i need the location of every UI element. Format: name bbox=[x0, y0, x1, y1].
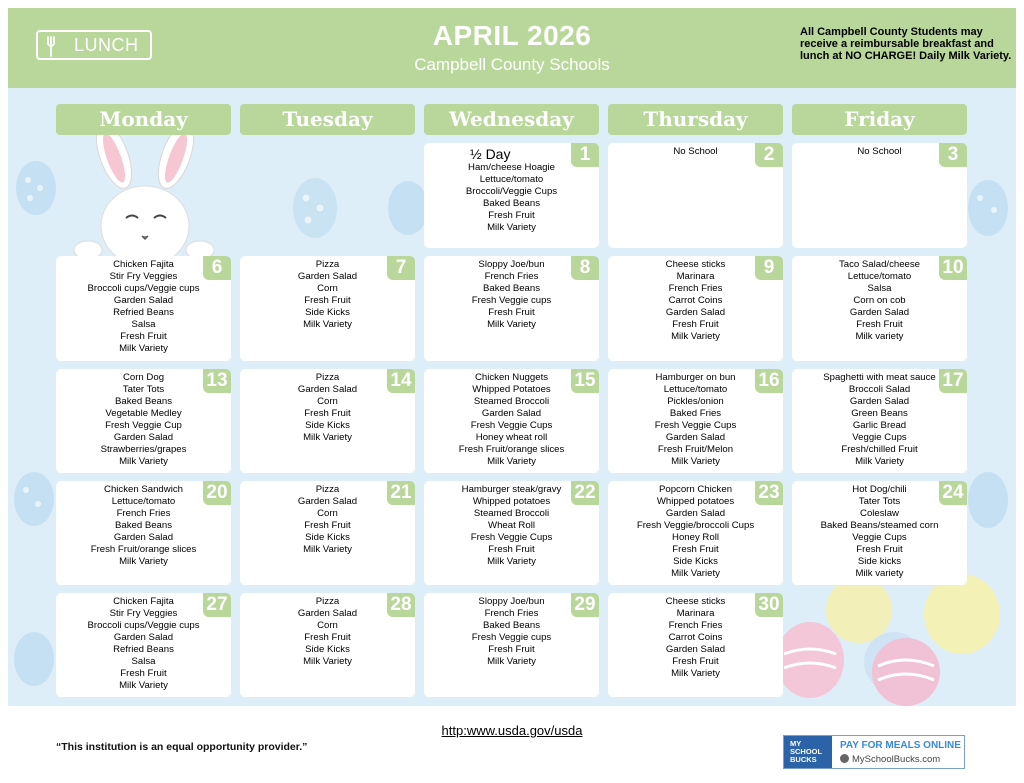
day-number: 17 bbox=[939, 369, 967, 393]
menu-item: Baked Beans bbox=[114, 520, 173, 531]
menu-item: Garden Salad bbox=[113, 632, 174, 643]
menu-item: Fresh Veggie cups bbox=[471, 632, 552, 643]
menu-item: Side Kicks bbox=[673, 556, 718, 567]
menu-item: Pickles/onion bbox=[667, 396, 724, 407]
menu-item: French Fries bbox=[484, 271, 539, 282]
menu-item: Milk variety bbox=[855, 331, 904, 342]
menu-item: Milk Variety bbox=[119, 456, 168, 467]
menu-item: Fresh Veggie Cup bbox=[105, 420, 182, 431]
day-number: 28 bbox=[387, 593, 415, 617]
menu-item: Carrot Coins bbox=[668, 295, 723, 306]
menu-item: Corn bbox=[317, 396, 338, 407]
menu-item: Side Kicks bbox=[305, 420, 350, 431]
menu-item: Steamed Broccoli bbox=[473, 396, 550, 407]
menu-item: Fresh Fruit bbox=[488, 307, 535, 318]
menu-item: Milk Variety bbox=[487, 556, 536, 567]
menu-item: Garden Salad bbox=[113, 295, 174, 306]
menu-item: Garlic Bread bbox=[852, 420, 907, 431]
menu-item: Fresh Fruit bbox=[304, 520, 351, 531]
menu-item: Fresh Fruit/orange slices bbox=[458, 444, 565, 455]
menu-item: Milk Variety bbox=[303, 432, 352, 443]
menu-item: Sloppy Joe/bun bbox=[478, 596, 545, 607]
menu-item: Hamburger steak/gravy bbox=[461, 484, 562, 495]
menu-item: Fresh Fruit bbox=[856, 319, 903, 330]
calendar-day bbox=[608, 369, 783, 473]
day-number: 9 bbox=[755, 256, 783, 280]
menu-item: Garden Salad bbox=[113, 532, 174, 543]
menu-item: Garden Salad bbox=[297, 384, 358, 395]
page-subtitle: Campbell County Schools bbox=[414, 55, 610, 74]
menu-item: Fresh Fruit bbox=[488, 644, 535, 655]
day-number: 1 bbox=[571, 143, 599, 167]
menu-item: Salsa bbox=[867, 283, 892, 294]
menu-item: Milk Variety bbox=[119, 556, 168, 567]
menu-item: French Fries bbox=[668, 620, 723, 631]
pay-online-label: PAY FOR MEALS ONLINE bbox=[840, 740, 961, 751]
menu-item: No School bbox=[857, 146, 902, 157]
menu-item: Lettuce/tomato bbox=[111, 496, 176, 507]
menu-item: Lettuce/tomato bbox=[847, 271, 912, 282]
menu-item: Honey Roll bbox=[672, 532, 719, 543]
menu-item: Wheat Roll bbox=[488, 520, 535, 531]
menu-item: Milk Variety bbox=[671, 331, 720, 342]
menu-item: Milk Variety bbox=[671, 568, 720, 579]
menu-item: Baked Beans bbox=[482, 283, 541, 294]
day-number: 10 bbox=[939, 256, 967, 280]
menu-item: Whipped potatoes bbox=[656, 496, 735, 507]
menu-item: Garden Salad bbox=[297, 608, 358, 619]
egg-decoration bbox=[966, 176, 1010, 238]
calendar-day bbox=[240, 369, 415, 473]
calendar-day bbox=[424, 256, 599, 361]
menu-item: Milk variety bbox=[855, 568, 904, 579]
menu-item: Vegetable Medley bbox=[105, 408, 182, 419]
menu-item: Sloppy Joe/bun bbox=[478, 259, 545, 270]
menu-item: Refried Beans bbox=[113, 644, 174, 655]
menu-item: No School bbox=[673, 146, 718, 157]
menu-item: Fresh Veggie cups bbox=[471, 295, 552, 306]
menu-item: Milk Variety bbox=[487, 456, 536, 467]
calendar-day bbox=[608, 481, 783, 585]
menu-item: Strawberries/grapes bbox=[100, 444, 187, 455]
menu-item: Broccoli cups/Veggie cups bbox=[87, 283, 200, 294]
menu-item: Corn bbox=[317, 283, 338, 294]
no-charge-note: All Campbell County Students may receive a reimbursable breakfast and lunch at NO CHARGE! Daily Milk Variety. bbox=[800, 26, 1012, 62]
menu-item: Fresh Fruit bbox=[120, 331, 167, 342]
menu-item: Fresh/chilled Fruit bbox=[841, 444, 918, 455]
calendar-day bbox=[56, 256, 231, 361]
menu-item: Side Kicks bbox=[305, 307, 350, 318]
menu-item: Cheese sticks bbox=[665, 596, 726, 607]
menu-item: Milk Variety bbox=[487, 319, 536, 330]
link-icon bbox=[840, 754, 849, 763]
menu-item: Fresh Fruit bbox=[120, 668, 167, 679]
menu-item: Broccoli Salad bbox=[848, 384, 911, 395]
menu-item: Baked Beans bbox=[482, 198, 541, 209]
menu-item: Salsa bbox=[131, 656, 156, 667]
menu-item: Side Kicks bbox=[305, 644, 350, 655]
day-header-thursday: Thursday bbox=[608, 104, 783, 135]
menu-item: Pizza bbox=[315, 596, 340, 607]
menu-item: Broccoli cups/Veggie cups bbox=[87, 620, 200, 631]
usda-link[interactable]: http:www.usda.gov/usda bbox=[441, 723, 583, 738]
menu-item: Chicken Nuggets bbox=[474, 372, 549, 383]
menu-item: Pizza bbox=[315, 484, 340, 495]
day-number: 29 bbox=[571, 593, 599, 617]
menu-item: Veggie Cups bbox=[852, 532, 907, 543]
menu-item: Cheese sticks bbox=[665, 259, 726, 270]
menu-item: Marinara bbox=[676, 271, 715, 282]
menu-item: Fresh Veggie Cups bbox=[654, 420, 737, 431]
myschoolbucks-logo bbox=[784, 736, 832, 768]
menu-item: Taco Salad/cheese bbox=[838, 259, 921, 270]
menu-item: Garden Salad bbox=[849, 307, 910, 318]
day-number: 2 bbox=[755, 143, 783, 167]
menu-item: Milk Variety bbox=[303, 544, 352, 555]
day-number: 21 bbox=[387, 481, 415, 505]
menu-item: Milk Variety bbox=[119, 343, 168, 354]
day-number: 14 bbox=[387, 369, 415, 393]
menu-item: Broccoli/Veggie Cups bbox=[465, 186, 558, 197]
day-number: 6 bbox=[203, 256, 231, 280]
bunny-illustration bbox=[68, 126, 220, 258]
logo-text: MY bbox=[790, 739, 802, 748]
menu-item: Milk Variety bbox=[303, 319, 352, 330]
menu-item: Fresh Fruit/orange slices bbox=[90, 544, 197, 555]
page-title: APRIL 2026 bbox=[432, 20, 592, 51]
egg-decoration bbox=[14, 158, 58, 216]
calendar-day bbox=[424, 143, 599, 248]
myschoolbucks-banner[interactable] bbox=[783, 735, 965, 769]
menu-item: Honey wheat roll bbox=[475, 432, 548, 443]
egg-decoration bbox=[290, 174, 340, 240]
menu-item: Stir Fry Veggies bbox=[109, 608, 178, 619]
menu-item: Lettuce/tomato bbox=[479, 174, 544, 185]
calendar-day bbox=[792, 256, 967, 361]
myschoolbucks-url bbox=[840, 754, 940, 765]
menu-item: Garden Salad bbox=[113, 432, 174, 443]
menu-item: Milk Variety bbox=[671, 668, 720, 679]
calendar-day bbox=[608, 593, 783, 697]
day-number: 22 bbox=[571, 481, 599, 505]
day-header-wednesday: Wednesday bbox=[424, 104, 599, 135]
menu-item: Fresh Fruit bbox=[488, 544, 535, 555]
menu-item: Stir Fry Veggies bbox=[109, 271, 178, 282]
menu-item: Corn on cob bbox=[853, 295, 906, 306]
menu-item: Fresh Fruit bbox=[672, 544, 719, 555]
menu-item: Garden Salad bbox=[665, 508, 726, 519]
menu-item: Refried Beans bbox=[113, 307, 174, 318]
calendar-day bbox=[56, 369, 231, 473]
menu-item: Tater Tots bbox=[122, 384, 165, 395]
menu-item: Side kicks bbox=[857, 556, 902, 567]
menu-item: Veggie Cups bbox=[852, 432, 907, 443]
day-number: 16 bbox=[755, 369, 783, 393]
url-text: MySchoolBucks.com bbox=[852, 754, 941, 765]
menu-item: Garden Salad bbox=[665, 432, 726, 443]
menu-item: Fresh Veggie Cups bbox=[470, 532, 553, 543]
menu-item: Garden Salad bbox=[481, 408, 542, 419]
day-number: 3 bbox=[939, 143, 967, 167]
menu-item: Fresh Fruit bbox=[488, 210, 535, 221]
day-number: 27 bbox=[203, 593, 231, 617]
menu-item: Fresh Fruit bbox=[856, 544, 903, 555]
calendar-day bbox=[424, 481, 599, 585]
calendar-day bbox=[792, 369, 967, 473]
calendar-day bbox=[792, 143, 967, 248]
menu-item: Whipped Potatoes bbox=[472, 384, 551, 395]
menu-item: French Fries bbox=[484, 608, 539, 619]
calendar-day bbox=[424, 593, 599, 697]
menu-item: Salsa bbox=[131, 319, 156, 330]
menu-item: Carrot Coins bbox=[668, 632, 723, 643]
day-header-tuesday: Tuesday bbox=[240, 104, 415, 135]
menu-item: French Fries bbox=[668, 283, 723, 294]
egg-decoration bbox=[966, 468, 1010, 530]
menu-item: Garden Salad bbox=[665, 307, 726, 318]
menu-item: Garden Salad bbox=[665, 644, 726, 655]
menu-item: Green Beans bbox=[851, 408, 908, 419]
fork-icon bbox=[42, 35, 64, 57]
menu-item: Pizza bbox=[315, 372, 340, 383]
menu-item: Milk Variety bbox=[303, 656, 352, 667]
easter-eggs-illustration bbox=[774, 574, 1014, 706]
menu-item: Baked Beans/steamed corn bbox=[820, 520, 939, 531]
menu-item: Fresh Fruit bbox=[672, 319, 719, 330]
menu-item: Chicken Fajita bbox=[113, 259, 174, 270]
menu-item: Side Kicks bbox=[305, 532, 350, 543]
calendar-day bbox=[608, 256, 783, 361]
day-number: 15 bbox=[571, 369, 599, 393]
day-number: 7 bbox=[387, 256, 415, 280]
menu-item: Baked Beans bbox=[114, 396, 173, 407]
day-number: 30 bbox=[755, 593, 783, 617]
menu-item: Milk Variety bbox=[855, 456, 904, 467]
menu-item: Milk Variety bbox=[671, 456, 720, 467]
lunch-label: LUNCH bbox=[74, 35, 139, 55]
menu-item: Whipped potatoes bbox=[472, 496, 551, 507]
calendar-day bbox=[56, 481, 231, 585]
half-day-label: ½ Day bbox=[470, 146, 511, 162]
day-number: 13 bbox=[203, 369, 231, 393]
day-number: 23 bbox=[755, 481, 783, 505]
menu-item: Steamed Broccoli bbox=[473, 508, 550, 519]
menu-item: Hot Dog/chili bbox=[852, 484, 907, 495]
menu-item: Fresh Fruit/Melon bbox=[657, 444, 734, 455]
menu-item: Corn bbox=[317, 508, 338, 519]
menu-item: Corn Dog bbox=[122, 372, 165, 383]
menu-item: Hamburger on bun bbox=[655, 372, 736, 383]
calendar-day bbox=[424, 369, 599, 473]
menu-item: Chicken Fajita bbox=[113, 596, 174, 607]
menu-item: Garden Salad bbox=[297, 271, 358, 282]
calendar-day bbox=[240, 256, 415, 361]
menu-item: Popcorn Chicken bbox=[658, 484, 733, 495]
menu-item: Ham/cheese Hoagie bbox=[468, 162, 555, 173]
calendar-day bbox=[792, 481, 967, 585]
menu-item: Garden Salad bbox=[297, 496, 358, 507]
calendar-day bbox=[56, 593, 231, 697]
menu-item: Lettuce/tomato bbox=[663, 384, 728, 395]
equal-opportunity-statement: “This institution is an equal opportunity provider.” bbox=[56, 741, 308, 753]
calendar-day bbox=[240, 481, 415, 585]
header-banner bbox=[8, 8, 1016, 88]
menu-item: Fresh Fruit bbox=[304, 408, 351, 419]
logo-text: SCHOOL bbox=[790, 747, 823, 756]
menu-item: Milk Variety bbox=[119, 680, 168, 691]
menu-item: Baked Beans bbox=[482, 620, 541, 631]
lunch-badge bbox=[36, 30, 152, 60]
menu-item: Coleslaw bbox=[860, 508, 899, 519]
egg-decoration bbox=[12, 468, 56, 528]
menu-item: Milk Variety bbox=[487, 222, 536, 233]
day-header-monday: Monday bbox=[56, 104, 231, 135]
egg-decoration bbox=[12, 628, 56, 688]
menu-item: Fresh Veggie/broccoli Cups bbox=[636, 520, 755, 531]
menu-item: Fresh Fruit bbox=[672, 656, 719, 667]
menu-item: Corn bbox=[317, 620, 338, 631]
day-number: 20 bbox=[203, 481, 231, 505]
menu-item: Baked Fries bbox=[669, 408, 722, 419]
day-number: 24 bbox=[939, 481, 967, 505]
menu-item: Spaghetti with meat sauce bbox=[823, 372, 936, 383]
menu-item: Pizza bbox=[315, 259, 340, 270]
calendar-day bbox=[608, 143, 783, 248]
menu-item: Garden Salad bbox=[849, 396, 910, 407]
menu-item: Chicken Sandwich bbox=[104, 484, 183, 495]
menu-item: Milk Variety bbox=[487, 656, 536, 667]
menu-item: French Fries bbox=[116, 508, 171, 519]
calendar-day bbox=[240, 593, 415, 697]
day-header-friday: Friday bbox=[792, 104, 967, 135]
day-number: 8 bbox=[571, 256, 599, 280]
logo-text: BUCKS bbox=[790, 755, 817, 764]
menu-item: Fresh Veggie Cups bbox=[470, 420, 553, 431]
menu-item: Fresh Fruit bbox=[304, 632, 351, 643]
menu-item: Marinara bbox=[676, 608, 715, 619]
menu-item: Tater Tots bbox=[858, 496, 901, 507]
menu-item: Fresh Fruit bbox=[304, 295, 351, 306]
